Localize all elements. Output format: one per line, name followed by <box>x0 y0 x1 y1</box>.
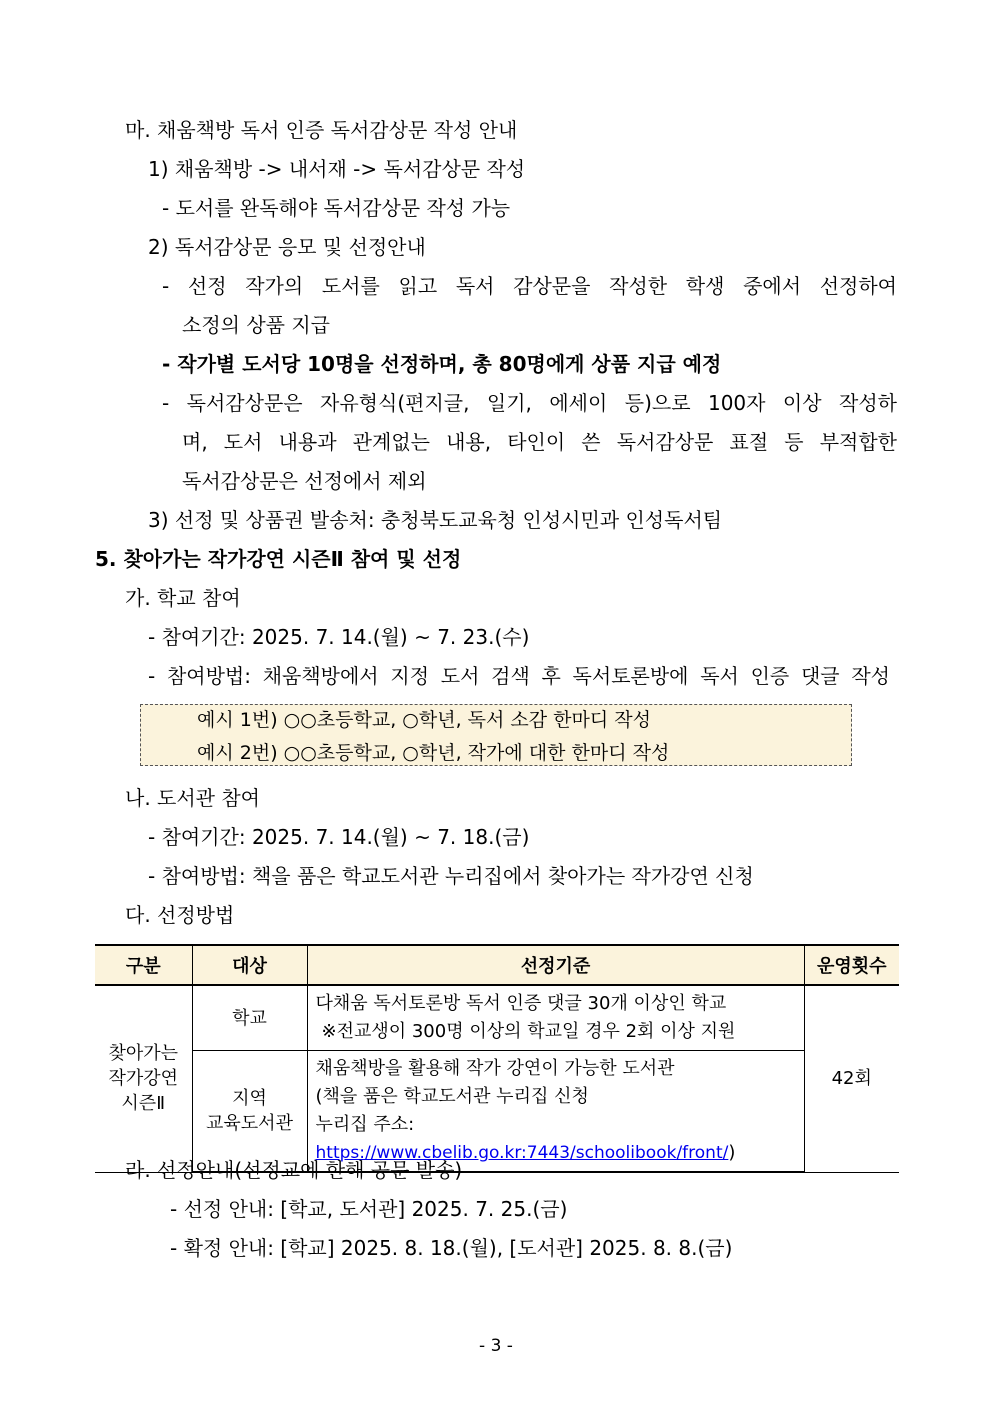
category-cell <box>95 985 192 1172</box>
ma-item-1-sub: - 도서를 완독해야 독서감상문 작성 가능 <box>162 196 511 220</box>
ra-notice: - 선정 안내: [학교, 도서관] 2025. 7. 25.(금) <box>170 1197 568 1221</box>
homepage-link[interactable]: https://www.cbelib.go.kr:7443/schoolibook/front/ <box>315 1143 729 1163</box>
ma-item-3: 3) 선정 및 상품권 발송처: 충청북도교육청 인성시민과 인성독서팀 <box>148 508 723 532</box>
count-cell: 42회 <box>804 985 899 1172</box>
da-heading: 다. 선정방법 <box>125 903 235 927</box>
ma-bullet-1-line-1: - 선정 작가의 도서를 읽고 독서 감상문을 작성한 학생 중에서 선정하여 <box>162 274 897 298</box>
header-category: 구분 <box>95 945 192 985</box>
ra-confirm: - 확정 안내: [학교] 2025. 8. 18.(월), [도서관] 2025. 8. 8.(금) <box>170 1236 733 1260</box>
na-period: - 참여기간: 2025. 7. 14.(월) ~ 7. 18.(금) <box>148 825 530 849</box>
row2-target <box>192 1051 307 1173</box>
table-row <box>95 985 899 1051</box>
row1-target: 학교 <box>192 985 307 1051</box>
header-target: 대상 <box>192 945 307 985</box>
category-line-2: 작가강연 <box>108 1068 179 1090</box>
na-method: - 참여방법: 책을 품은 학교도서관 누리집에서 찾아가는 작가강연 신청 <box>148 864 754 888</box>
ma-bullet-3-line-3: 독서감상문은 선정에서 제외 <box>182 469 427 493</box>
row1-criteria-note: ※전교생이 300명 이상의 학교일 경우 2회 이상 지원 <box>321 1021 736 1042</box>
url-suffix: ) <box>728 1142 736 1163</box>
row2-target-line-2: 교육도서관 <box>206 1113 293 1134</box>
header-criteria: 선정기준 <box>307 945 804 985</box>
na-heading: 나. 도서관 참여 <box>125 786 260 810</box>
row2-target-line-1: 지역 <box>232 1088 267 1109</box>
example-2: 예시 2번) ○○초등학교, ○학년, 작가에 대한 한마디 작성 <box>197 742 670 764</box>
table-row <box>95 1051 899 1173</box>
example-1: 예시 1번) ○○초등학교, ○학년, 독서 소감 한마디 작성 <box>197 709 651 731</box>
row2-criteria-line-1: 채움책방을 활용해 작가 강연이 가능한 도서관 <box>315 1058 675 1079</box>
page-number: - 3 - <box>479 1336 513 1356</box>
section-ma-title: 마. 채움책방 독서 인증 독서감상문 작성 안내 <box>125 118 518 142</box>
ma-item-2: 2) 독서감상문 응모 및 선정안내 <box>148 235 426 259</box>
ma-bullet-1-line-2: 소정의 상품 지급 <box>182 313 330 337</box>
ma-bullet-3-line-1: - 독서감상문은 자유형식(편지글, 일기, 에세이 등)으로 100자 이상 작성하 <box>162 391 897 415</box>
selection-table <box>95 944 899 1173</box>
row1-criteria <box>307 985 804 1051</box>
example-box <box>140 704 852 766</box>
ra-heading: 라. 선정안내(선정교에 한해 공문 발송) <box>125 1158 463 1182</box>
section-5-title: 5. 찾아가는 작가강연 시즌Ⅱ 참여 및 선정 <box>95 547 462 571</box>
row2-criteria-line-2: (책을 품은 학교도서관 누리집 신청 <box>315 1086 589 1107</box>
ma-bullet-2: - 작가별 도서당 10명을 선정하며, 총 80명에게 상품 지급 예정 <box>162 352 722 376</box>
category-line-1: 찾아가는 <box>108 1043 179 1065</box>
ga-method: - 참여방법: 채움책방에서 지정 도서 검색 후 독서토론방에 독서 인증 댓글 작성 <box>148 664 890 688</box>
row2-criteria <box>307 1051 804 1173</box>
header-count: 운영횟수 <box>804 945 899 985</box>
ma-item-1: 1) 채움책방 -> 내서재 -> 독서감상문 작성 <box>148 157 526 181</box>
url-prefix: 누리집 주소: <box>315 1114 415 1135</box>
table-header-row <box>95 945 899 985</box>
ga-heading: 가. 학교 참여 <box>125 586 241 610</box>
category-line-3: 시즌Ⅱ <box>121 1093 166 1115</box>
row1-criteria-line-1: 다채움 독서토론방 독서 인증 댓글 30개 이상인 학교 <box>315 993 727 1014</box>
ga-period: - 참여기간: 2025. 7. 14.(월) ~ 7. 23.(수) <box>148 625 530 649</box>
ma-bullet-3-line-2: 며, 도서 내용과 관계없는 내용, 타인이 쓴 독서감상문 표절 등 부적합한 <box>182 430 897 454</box>
